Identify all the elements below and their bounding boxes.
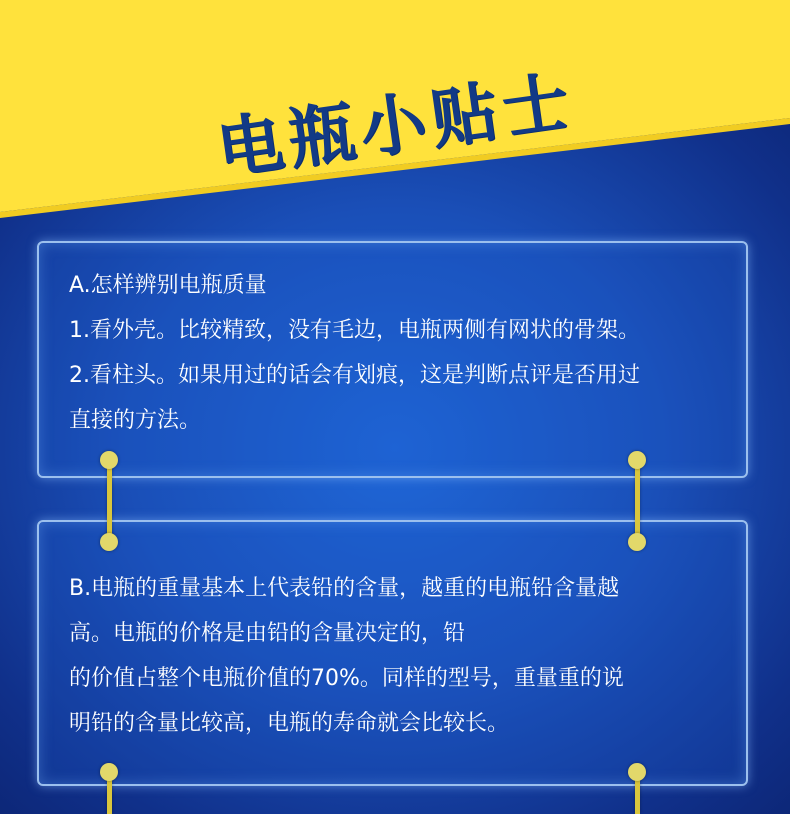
tip-card-b [37, 520, 748, 786]
connector-dot-right-top [628, 451, 646, 469]
tip-a-line: 1.看外壳。比较精致，没有毛边，电瓶两侧有网状的骨架。 [69, 318, 640, 343]
tip-b-line: B.电瓶的重量基本上代表铅的含量，越重的电瓶铅含量越 [69, 576, 620, 601]
tip-b-line: 的价值占整个电瓶价值的70%。同样的型号，重量重的说 [69, 666, 624, 691]
tip-card-a [37, 241, 748, 478]
connector-dot-left-bottom [100, 533, 118, 551]
connector-dot-left-lower [100, 763, 118, 781]
tip-a-line: 2.看柱头。如果用过的话会有划痕，这是判断点评是否用过 [69, 363, 640, 388]
connector-rod-left [107, 460, 112, 542]
connector-dot-right-bottom [628, 533, 646, 551]
tip-a-line: 直接的方法。 [69, 408, 202, 433]
header-banner [0, 0, 790, 240]
tip-a-heading: A.怎样辨别电瓶质量 [69, 273, 267, 298]
tip-card-b-text [69, 566, 722, 746]
banner-title: 电瓶小贴士 [212, 62, 580, 189]
connector-dot-left-top [100, 451, 118, 469]
connector-rod-right [635, 460, 640, 542]
tip-b-line: 高。电瓶的价格是由铅的含量决定的，铅 [69, 621, 466, 646]
connector-dot-right-lower [628, 763, 646, 781]
tip-card-a-text [69, 263, 722, 443]
tip-b-line: 明铅的含量比较高，电瓶的寿命就会比较长。 [69, 711, 510, 736]
